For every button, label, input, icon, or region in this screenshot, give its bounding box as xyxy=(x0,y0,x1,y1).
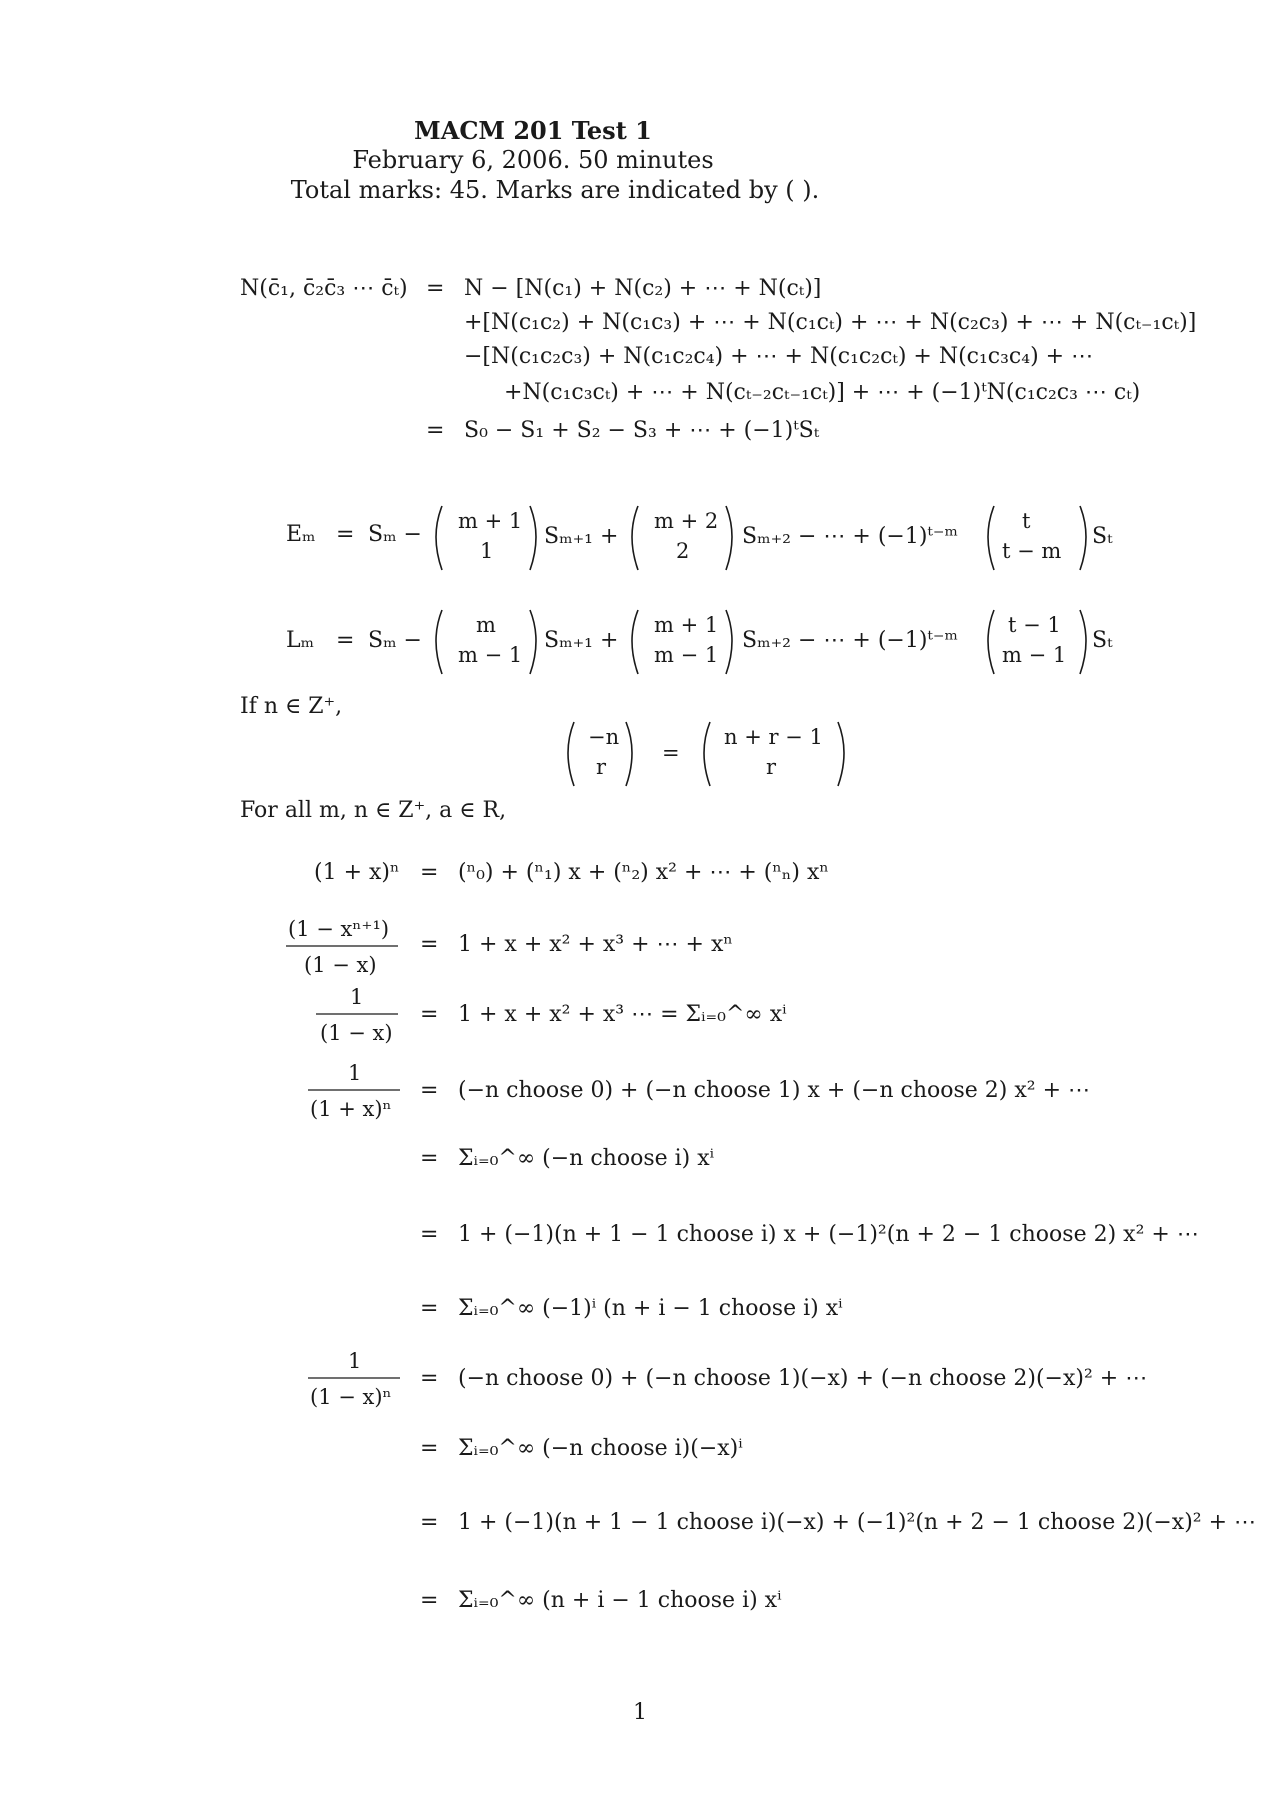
em-b2-top: m + 2 xyxy=(654,509,719,533)
r5-rhs: Σᵢ₌₀^∞ (−n choose i) xⁱ xyxy=(458,1146,715,1171)
r8-rhs: (−n choose 0) + (−n choose 1)(−x) + (−n choose 2)(−x)² + ⋯ xyxy=(458,1366,1148,1391)
em-term-1: Sₘ − xyxy=(368,522,422,547)
r6-rhs: 1 + (−1)(n + 1 − 1 choose i) x + (−1)²(n + 2 − 1 choose 2) x² + ⋯ xyxy=(458,1222,1199,1247)
r2-rhs: 1 + x + x² + x³ + ⋯ + xⁿ xyxy=(458,932,733,957)
lm-term-3: Sₘ₊₂ − ⋯ + (−1)ᵗ⁻ᵐ xyxy=(742,628,958,653)
r8-lhs xyxy=(306,1344,406,1416)
em-term-2: Sₘ₊₁ + xyxy=(544,524,619,549)
r11-rhs: Σᵢ₌₀^∞ (n + i − 1 choose i) xⁱ xyxy=(458,1588,782,1613)
r10-eq: = xyxy=(420,1510,439,1535)
ie-eq-1: = xyxy=(426,276,445,301)
em-lhs: Eₘ xyxy=(286,522,316,547)
lm-eq: = xyxy=(336,628,355,653)
r3-num: 1 xyxy=(350,985,364,1009)
ie-line-5: S₀ − S₁ + S₂ − S₃ + ⋯ + (−1)ᵗSₜ xyxy=(464,418,820,443)
lm-b2-bot: m − 1 xyxy=(654,643,719,667)
r3-lhs xyxy=(314,980,404,1052)
nb-intro: If n ∈ Z⁺, xyxy=(240,694,343,719)
em-b1-bot: 1 xyxy=(480,539,494,563)
ie-line-4: +N(c₁c₃cₜ) + ⋯ + N(cₜ₋₂cₜ₋₁cₜ)] + ⋯ + (−1)ᵗN(c₁c₂c₃ ⋯ cₜ) xyxy=(504,380,1141,405)
lm-term-2: Sₘ₊₁ + xyxy=(544,628,619,653)
test-title: MACM 201 Test 1 xyxy=(414,116,652,145)
r8-num: 1 xyxy=(348,1349,362,1373)
r2-num: (1 − xⁿ⁺¹) xyxy=(288,917,390,941)
em-term-3: Sₘ₊₂ − ⋯ + (−1)ᵗ⁻ᵐ xyxy=(742,524,958,549)
r1-rhs: (ⁿ₀) + (ⁿ₁) x + (ⁿ₂) x² + ⋯ + (ⁿₙ) xⁿ xyxy=(458,860,829,885)
r3-den: (1 − x) xyxy=(320,1021,393,1045)
lm-term-4: Sₜ xyxy=(1092,628,1113,653)
r8-den: (1 − x)ⁿ xyxy=(310,1385,392,1409)
page-number: 1 xyxy=(633,1700,647,1725)
r10-rhs: 1 + (−1)(n + 1 − 1 choose i)(−x) + (−1)²(n + 2 − 1 choose 2)(−x)² + ⋯ xyxy=(458,1510,1257,1535)
r2-den: (1 − x) xyxy=(304,953,377,977)
r1-eq: = xyxy=(420,860,439,885)
em-b2-bot: 2 xyxy=(676,539,690,563)
r9-rhs: Σᵢ₌₀^∞ (−n choose i)(−x)ⁱ xyxy=(458,1436,743,1461)
lm-term-1: Sₘ − xyxy=(368,628,422,653)
r4-den: (1 + x)ⁿ xyxy=(310,1097,392,1121)
nb-identity xyxy=(560,716,860,796)
nb-lhs-bot: r xyxy=(596,755,607,779)
r4-num: 1 xyxy=(348,1061,362,1085)
test-date: February 6, 2006. 50 minutes xyxy=(352,146,714,174)
em-b3-bot: t − m xyxy=(1002,539,1062,563)
nb-lhs-top: −n xyxy=(588,725,620,749)
ie-lhs: N(c̄₁, c̄₂c̄₃ ⋯ c̄ₜ) xyxy=(240,276,408,301)
marks-note: Total marks: 45. Marks are indicated by ( ). xyxy=(290,176,820,204)
r3-rhs: 1 + x + x² + x³ ⋯ = Σᵢ₌₀^∞ xⁱ xyxy=(458,1002,787,1027)
lm-b1-top: m xyxy=(476,613,496,637)
r3-eq: = xyxy=(420,1002,439,1027)
lm-b3-top: t − 1 xyxy=(1008,613,1061,637)
lm-b2-top: m + 1 xyxy=(654,613,719,637)
r2-lhs xyxy=(284,912,404,984)
nb-rhs-bot: r xyxy=(766,755,777,779)
r4-rhs: (−n choose 0) + (−n choose 1) x + (−n choose 2) x² + ⋯ xyxy=(458,1078,1091,1103)
r2-eq: = xyxy=(420,932,439,957)
em-b1-top: m + 1 xyxy=(458,509,523,533)
lm-b3-bot: m − 1 xyxy=(1002,643,1067,667)
r9-eq: = xyxy=(420,1436,439,1461)
r7-rhs: Σᵢ₌₀^∞ (−1)ⁱ (n + i − 1 choose i) xⁱ xyxy=(458,1296,843,1321)
ie-line-1: N − [N(c₁) + N(c₂) + ⋯ + N(cₜ)] xyxy=(464,276,822,301)
ie-line-3: −[N(c₁c₂c₃) + N(c₁c₂c₄) + ⋯ + N(c₁c₂cₜ) + N(c₁c₃c₄) + ⋯ xyxy=(464,344,1094,369)
nb-rhs-top: n + r − 1 xyxy=(724,725,823,749)
lm-b1-bot: m − 1 xyxy=(458,643,523,667)
lm-lhs: Lₘ xyxy=(286,628,315,653)
r1-lhs: (1 + x)ⁿ xyxy=(314,860,400,885)
series-intro: For all m, n ∈ Z⁺, a ∈ R, xyxy=(240,798,507,823)
em-b3-top: t xyxy=(1022,509,1031,533)
r4-eq: = xyxy=(420,1078,439,1103)
ie-eq-2: = xyxy=(426,418,445,443)
em-term-4: Sₜ xyxy=(1092,524,1113,549)
r7-eq: = xyxy=(420,1296,439,1321)
nb-eq: = xyxy=(662,741,680,765)
r8-eq: = xyxy=(420,1366,439,1391)
r5-eq: = xyxy=(420,1146,439,1171)
em-eq: = xyxy=(336,522,355,547)
ie-line-2: +[N(c₁c₂) + N(c₁c₃) + ⋯ + N(c₁cₜ) + ⋯ + N(c₂c₃) + ⋯ + N(cₜ₋₁cₜ)] xyxy=(464,310,1197,335)
r11-eq: = xyxy=(420,1588,439,1613)
r6-eq: = xyxy=(420,1222,439,1247)
r4-lhs xyxy=(306,1056,406,1128)
